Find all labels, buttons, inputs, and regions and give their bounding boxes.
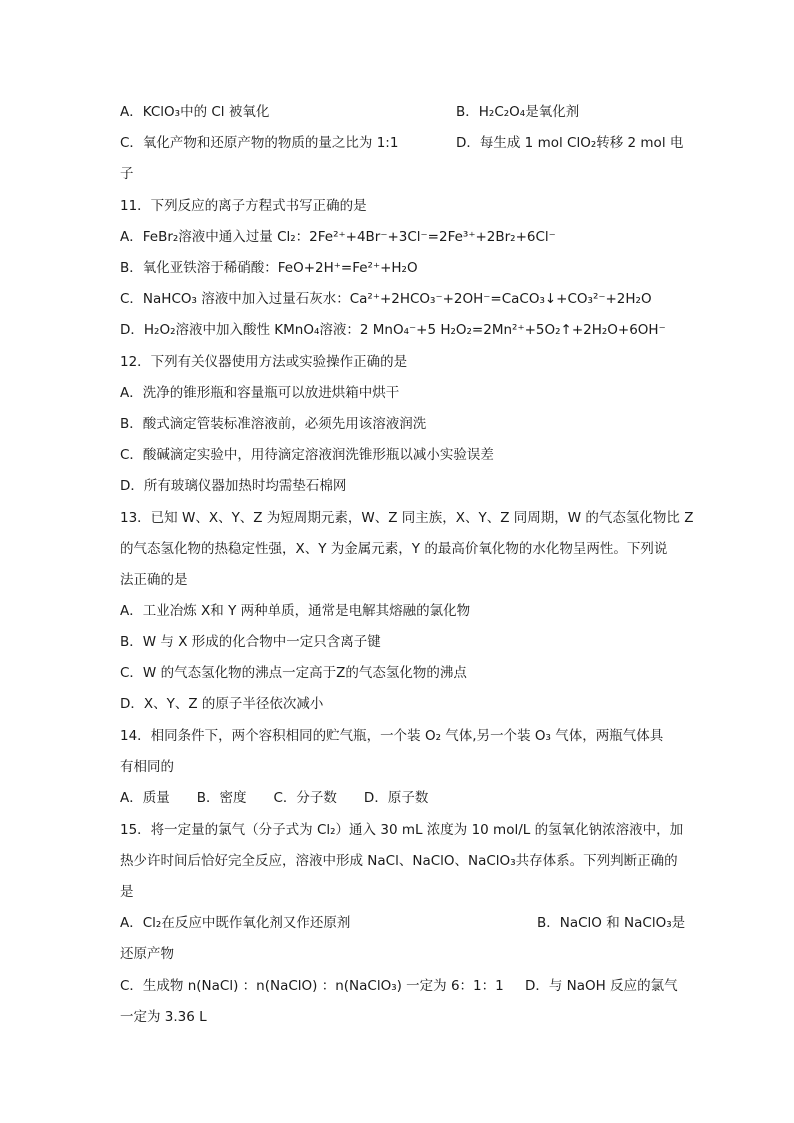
q14-options: A．质量 B．密度 C．分子数 D．原子数 bbox=[120, 790, 429, 806]
q11-option-d: D．H₂O₂溶液中加入酸性 KMnO₄溶液：2 MnO₄⁻+5 H₂O₂=2Mn²⁺+5O₂↑+2H₂O+6OH⁻ bbox=[120, 322, 666, 338]
q13-option-a: A．工业冶炼 X和 Y 两种单质，通常是电解其熔融的氯化物 bbox=[120, 603, 471, 619]
q15-option-a: A．Cl₂在反应中既作氧化剂又作还原剂 bbox=[120, 915, 351, 931]
q12-option-a: A．洗净的锥形瓶和容量瓶可以放进烘箱中烘干 bbox=[120, 385, 400, 401]
q10-option-a: A．KClO₃中的 Cl 被氧化 bbox=[120, 104, 270, 120]
q15-option-c: C．生成物 n(NaCl) ：n(NaClO) ：n(NaClO₃) 一定为 6：1：1 bbox=[120, 978, 504, 994]
q10-option-b: B．H₂C₂O₄是氧化剂 bbox=[456, 104, 580, 120]
q12-stem: 12．下列有关仪器使用方法或实验操作正确的是 bbox=[120, 354, 408, 370]
q13-option-d: D．X、Y、Z 的原子半径依次减小 bbox=[120, 696, 324, 712]
q13-stem-line1: 13．已知 W、X、Y、Z 为短周期元素，W、Z 同主族，X、Y、Z 同周期，W 的气态氢化物比 Z bbox=[120, 510, 694, 526]
q12-option-c: C．酸碱滴定实验中，用待滴定溶液润洗锥形瓶以减小实验误差 bbox=[120, 447, 494, 463]
q15-stem-line2: 热少许时间后恰好完全反应，溶液中形成 NaCl、NaClO、NaClO₃共存体系。下列判断正确的 bbox=[120, 853, 678, 869]
q10-option-c: C．氧化产物和还原产物的物质的量之比为 1:1 bbox=[120, 135, 399, 151]
q14-stem-line2: 有相同的 bbox=[120, 759, 174, 775]
q13-option-b: B．W 与 X 形成的化合物中一定只含离子键 bbox=[120, 634, 381, 650]
q15-option-d: D．与 NaOH 反应的氯气 bbox=[525, 978, 678, 994]
q15-option-b-cont: 还原产物 bbox=[120, 946, 174, 962]
q10-option-d: D．每生成 1 mol ClO₂转移 2 mol 电 bbox=[456, 135, 684, 151]
q14-stem-line1: 14．相同条件下，两个容积相同的贮气瓶，一个装 O₂ 气体,另一个装 O₃ 气体，两瓶气体具 bbox=[120, 728, 664, 744]
q11-option-a: A．FeBr₂溶液中通入过量 Cl₂：2Fe²⁺+4Br⁻+3Cl⁻=2Fe³⁺+2Br₂+6Cl⁻ bbox=[120, 229, 556, 245]
q15-stem-line3: 是 bbox=[120, 884, 134, 900]
q12-option-b: B．酸式滴定管装标准溶液前，必须先用该溶液润洗 bbox=[120, 416, 427, 432]
q10-option-d-cont: 子 bbox=[120, 166, 134, 182]
q13-stem-line3: 法正确的是 bbox=[120, 572, 188, 588]
q11-option-b: B．氧化亚铁溶于稀硝酸：FeO+2H⁺=Fe²⁺+H₂O bbox=[120, 260, 418, 276]
q11-option-c: C．NaHCO₃ 溶液中加入过量石灰水：Ca²⁺+2HCO₃⁻+2OH⁻=CaCO₃↓+CO₃²⁻+2H₂O bbox=[120, 291, 652, 307]
q15-option-b: B．NaClO 和 NaClO₃是 bbox=[537, 915, 686, 931]
q15-option-d-cont: 一定为 3.36 L bbox=[120, 1009, 207, 1025]
q13-option-c: C．W 的气态氢化物的沸点一定高于Z的气态氢化物的沸点 bbox=[120, 665, 467, 681]
q15-stem-line1: 15．将一定量的氯气（分子式为 Cl₂）通入 30 mL 浓度为 10 mol/L 的氢氧化钠浓溶液中，加 bbox=[120, 822, 684, 838]
q11-stem: 11．下列反应的离子方程式书写正确的是 bbox=[120, 198, 367, 214]
q12-option-d: D．所有玻璃仪器加热时均需垫石棉网 bbox=[120, 478, 347, 494]
q13-stem-line2: 的气态氢化物的热稳定性强，X、Y 为金属元素，Y 的最高价氧化物的水化物呈两性。下列说 bbox=[120, 541, 668, 557]
